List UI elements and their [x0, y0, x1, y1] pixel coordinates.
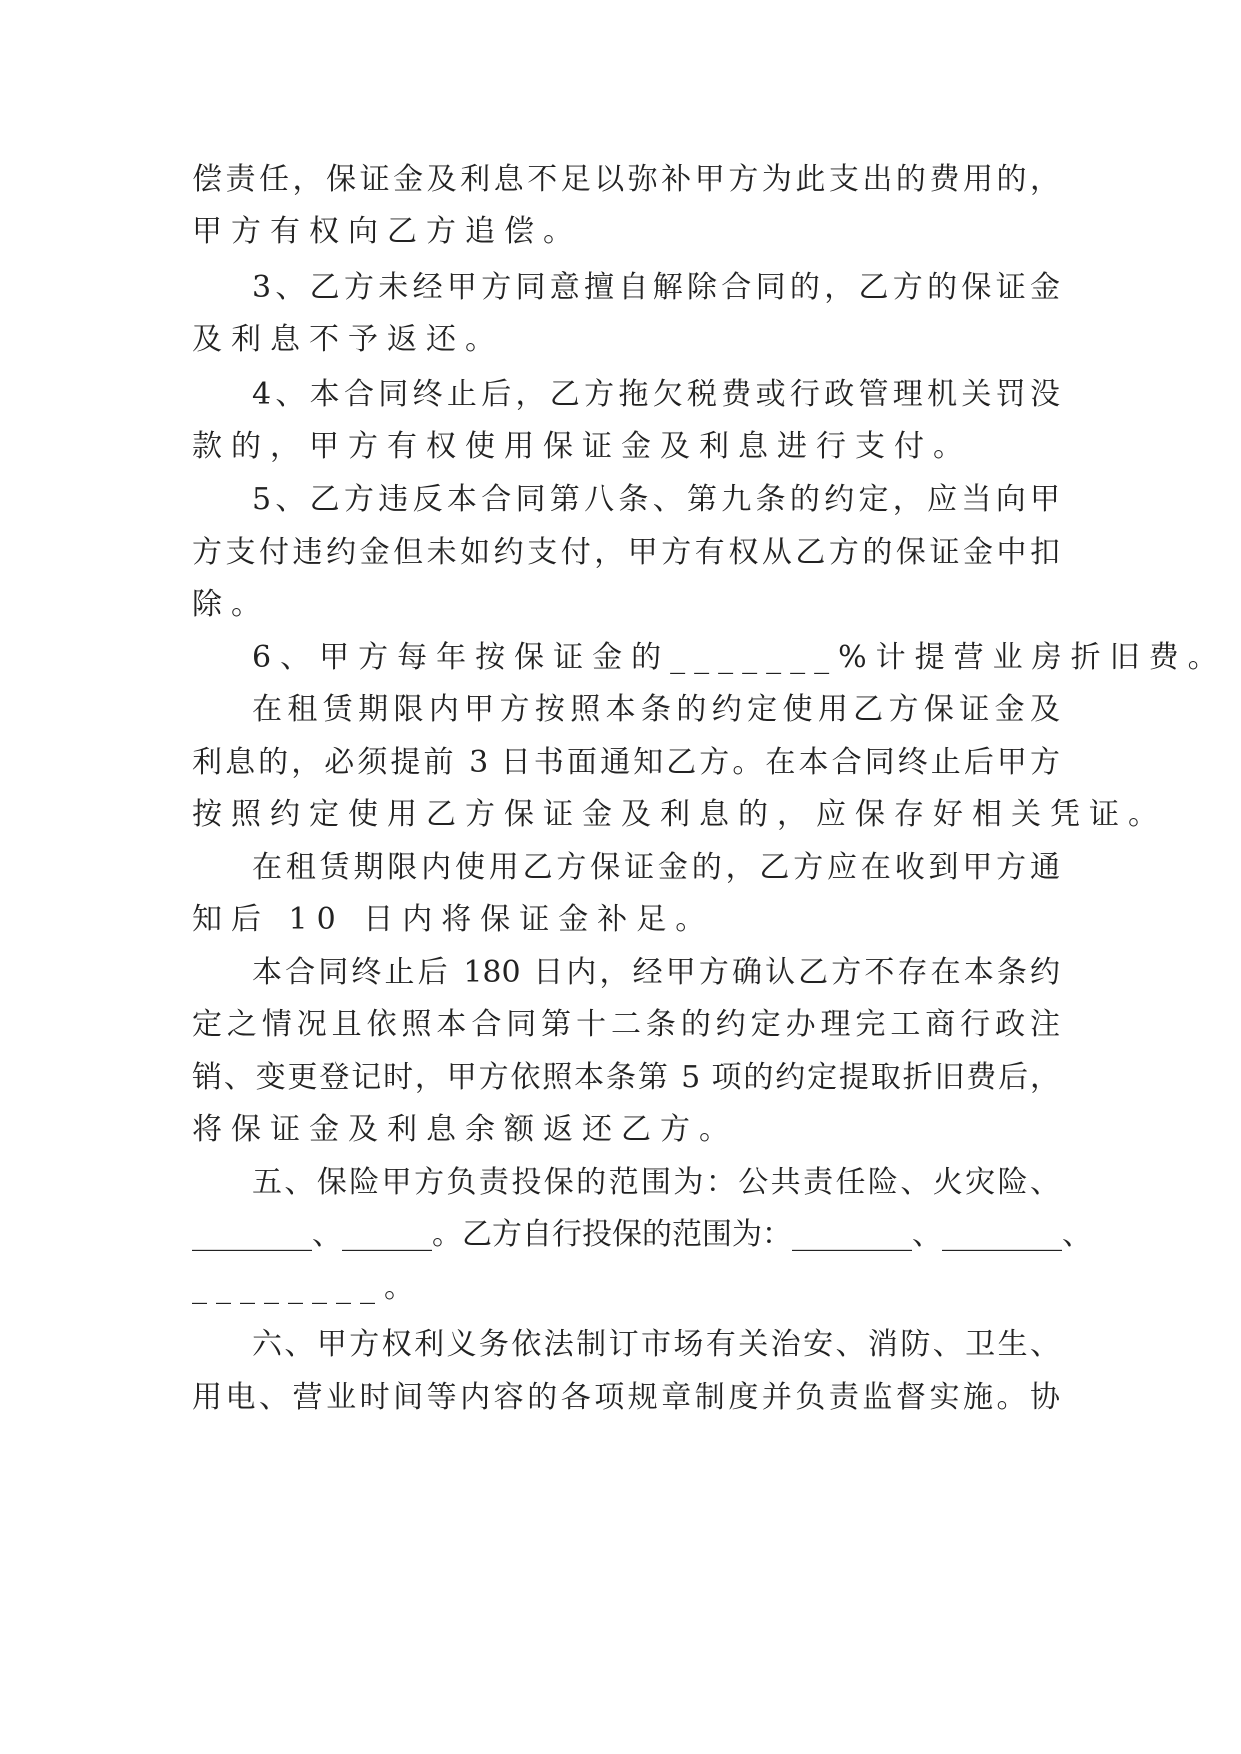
text-line: 利息的，必须提前 3 日书面通知乙方。在本合同终止后甲方 — [192, 745, 1060, 780]
text-line: 知后 10 日内将保证金补足。 — [192, 902, 715, 937]
text-line: 按照约定使用乙方保证金及利息的，应保存好相关凭证。 — [192, 797, 1167, 832]
text-line: 六、甲方权利义务依法制订市场有关治安、消防、卫生、 — [252, 1327, 1060, 1362]
text-line: 款的，甲方有权使用保证金及利息进行支付。 — [192, 429, 972, 464]
text-line: 5、乙方违反本合同第八条、第九条的约定，应当向甲 — [252, 482, 1060, 517]
text-line: 方支付违约金但未如约支付，甲方有权从乙方的保证金中扣 — [192, 535, 1060, 570]
text-line: 将保证金及利息余额返还乙方。 — [192, 1112, 738, 1147]
text-line: ________、______。乙方自行投保的范围为：________、________、 — [192, 1217, 1092, 1252]
text-line: 偿责任，保证金及利息不足以弥补甲方为此支出的费用的， — [192, 162, 1060, 197]
text-line: 甲方有权向乙方追偿。 — [192, 214, 582, 249]
text-line: 五、保险甲方负责投保的范围为：公共责任险、火灾险、 — [252, 1165, 1060, 1200]
text-line: 在租赁期限内甲方按照本条的约定使用乙方保证金及 — [252, 692, 1060, 727]
text-line: 除。 — [192, 587, 270, 622]
text-line: 4、本合同终止后，乙方拖欠税费或行政管理机关罚没 — [252, 377, 1060, 412]
text-line: 定之情况且依照本合同第十二条的约定办理完工商行政注 — [192, 1007, 1060, 1042]
text-line: 用电、营业时间等内容的各项规章制度并负责监督实施。协 — [192, 1380, 1060, 1415]
text-line: 本合同终止后 180 日内，经甲方确认乙方不存在本条约 — [252, 955, 1060, 990]
text-line: 及利息不予返还。 — [192, 322, 504, 357]
text-line: 6、甲方每年按保证金的_______%计提营业房折旧费。 — [252, 640, 1227, 675]
text-line: ________。 — [192, 1270, 423, 1305]
text-line: 3、乙方未经甲方同意擅自解除合同的，乙方的保证金 — [252, 270, 1060, 305]
text-line: 在租赁期限内使用乙方保证金的，乙方应在收到甲方通 — [252, 850, 1060, 885]
text-line: 销、变更登记时，甲方依照本条第 5 项的约定提取折旧费后， — [192, 1060, 1060, 1095]
